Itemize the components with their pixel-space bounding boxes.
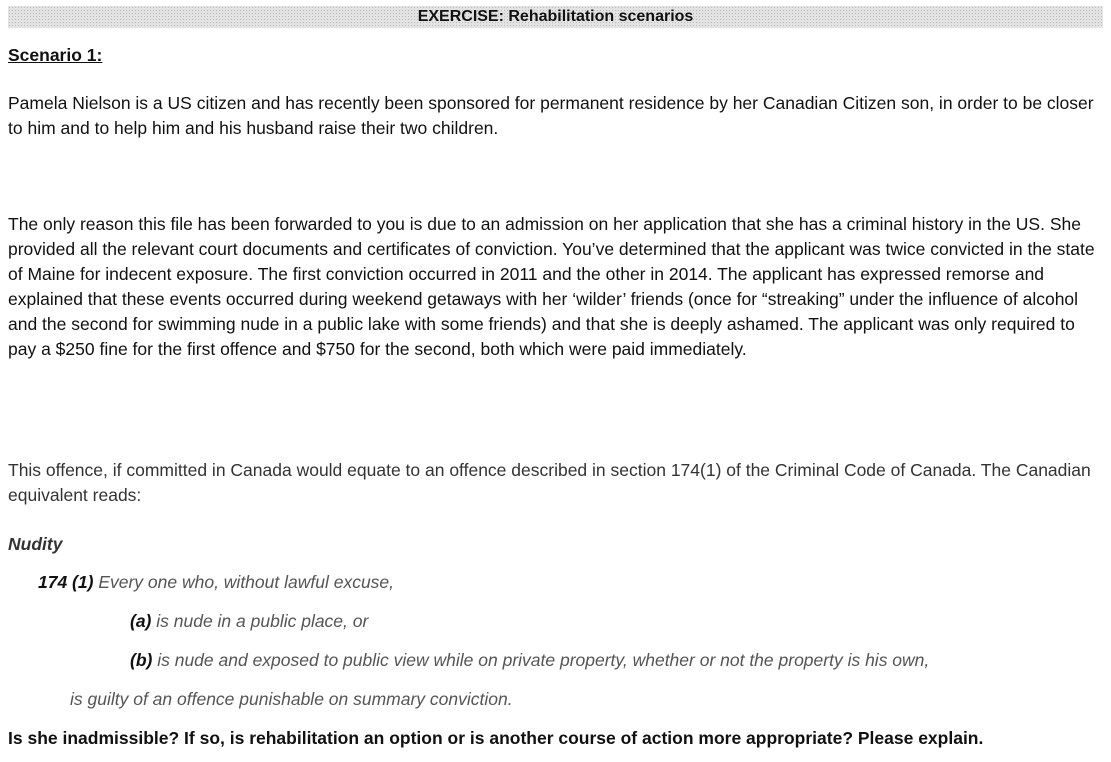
clause-b-text: is nude and exposed to public view while on private property, whether or not the property is his own, — [152, 650, 930, 670]
section-text: Every one who, without lawful excuse, — [93, 572, 395, 592]
exercise-question: Is she inadmissible? If so, is rehabilitation an option or is another course of action more appropriate? Please explain. — [8, 728, 984, 748]
clause-a-text: is nude in a public place, or — [151, 611, 369, 631]
clause-a-marker: (a) — [130, 611, 152, 631]
offence-equivalence-paragraph: This offence, if committed in Canada would equate to an offence described in section 174(1) of the Criminal Code of Canada. The Canadian equivalent reads: — [8, 460, 1091, 505]
statute-clause-b — [130, 648, 929, 672]
statute-clause-a — [130, 609, 368, 633]
statute-closing: is guilty of an offence punishable on summary conviction. — [70, 689, 513, 709]
scenario-intro-paragraph: Pamela Nielson is a US citizen and has recently been sponsored for permanent residence by her Canadian Citizen son, in order to be closer to him and to help him and his husband raise their two children. — [8, 93, 1094, 138]
section-marker: 174 (1) — [38, 572, 94, 592]
statute-section-174 — [38, 570, 394, 594]
statute-heading: Nudity — [8, 534, 63, 554]
criminal-history-paragraph: The only reason this file has been forwarded to you is due to an admission on her application that she has a criminal history in the US. She provided all the relevant court documents and certificates of conviction. You’ve determined that the applicant was twice convicted in the state of Maine for indecent exposure. The first conviction occurred in 2011 and the other in 2014. The applicant has expressed remorse and explained that these events occurred during weekend getaways with her ‘wilder’ friends (once for “streaking” under the influence of alcohol and the second for swimming nude in a public lake with some friends) and that she is deeply ashamed. The applicant was only required to pay a $250 fine for the first offence and $750 for the second, both which were paid immediately. — [8, 214, 1095, 359]
exercise-title: EXERCISE: Rehabilitation scenarios — [8, 6, 1103, 28]
clause-b-marker: (b) — [130, 650, 153, 670]
scenario-heading: Scenario 1: — [8, 45, 103, 65]
